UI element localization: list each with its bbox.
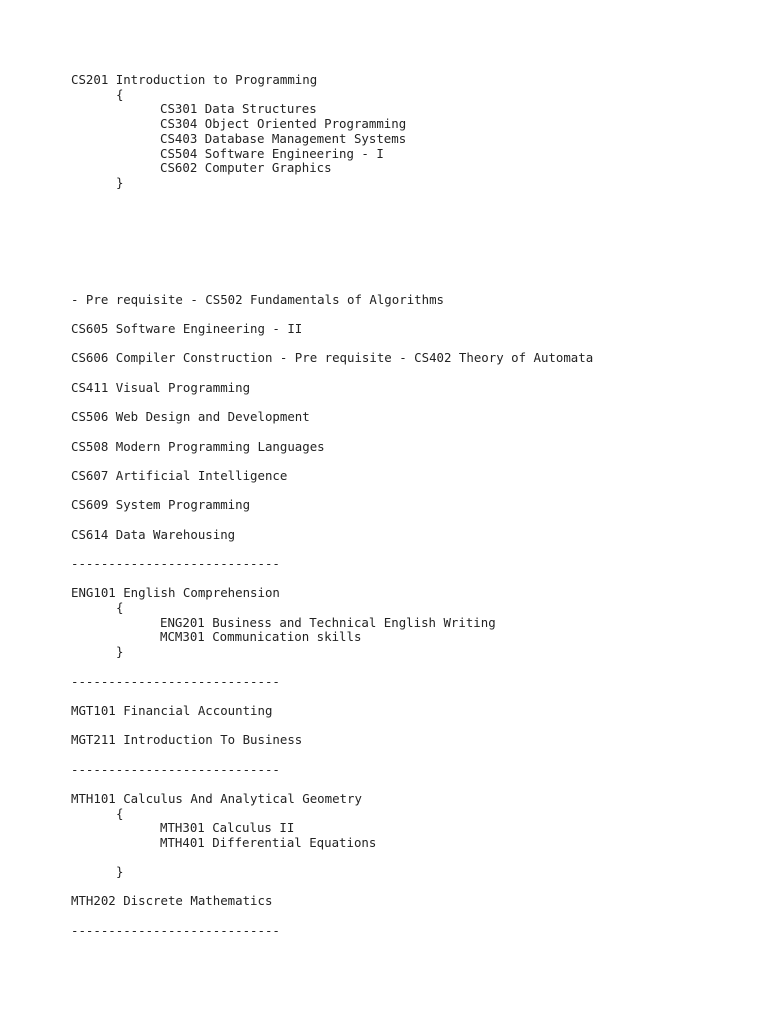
course-cs602: CS602 Computer Graphics [160,160,332,175]
course-cs609: CS609 System Programming [71,497,251,512]
close-brace: } [116,864,124,879]
close-brace: } [116,644,124,659]
course-mth202: MTH202 Discrete Mathematics [71,893,273,908]
course-mgt211: MGT211 Introduction To Business [71,732,303,747]
open-brace: { [116,600,124,615]
course-cs504: CS504 Software Engineering - I [160,146,384,161]
separator-line: ---------------------------- [71,556,280,571]
open-brace: { [116,806,124,821]
course-cs605: CS605 Software Engineering - II [71,321,303,336]
course-mth101-header: MTH101 Calculus And Analytical Geometry [71,791,362,806]
course-cs506: CS506 Web Design and Development [71,409,310,424]
separator-line: ---------------------------- [71,674,280,689]
course-cs201-header: CS201 Introduction to Programming [71,72,318,87]
close-brace: } [116,175,124,190]
course-cs606: CS606 Compiler Construction - Pre requisite - CS402 Theory of Automata [71,350,594,365]
open-brace: { [116,87,124,102]
course-cs403: CS403 Database Management Systems [160,131,407,146]
course-eng101-header: ENG101 English Comprehension [71,585,280,600]
course-cs607: CS607 Artificial Intelligence [71,468,288,483]
course-mcm301: MCM301 Communication skills [160,629,362,644]
course-cs304: CS304 Object Oriented Programming [160,116,407,131]
course-cs614: CS614 Data Warehousing [71,527,236,542]
separator-line: ---------------------------- [71,923,280,938]
prerequisite-cs502: - Pre requisite - CS502 Fundamentals of Algorithms [71,292,444,307]
course-mth401: MTH401 Differential Equations [160,835,377,850]
course-mth301: MTH301 Calculus II [160,820,295,835]
separator-line: ---------------------------- [71,762,280,777]
course-cs301: CS301 Data Structures [160,101,317,116]
course-cs508: CS508 Modern Programming Languages [71,439,325,454]
course-mgt101: MGT101 Financial Accounting [71,703,273,718]
course-cs411: CS411 Visual Programming [71,380,251,395]
course-eng201: ENG201 Business and Technical English Writing [160,615,496,630]
